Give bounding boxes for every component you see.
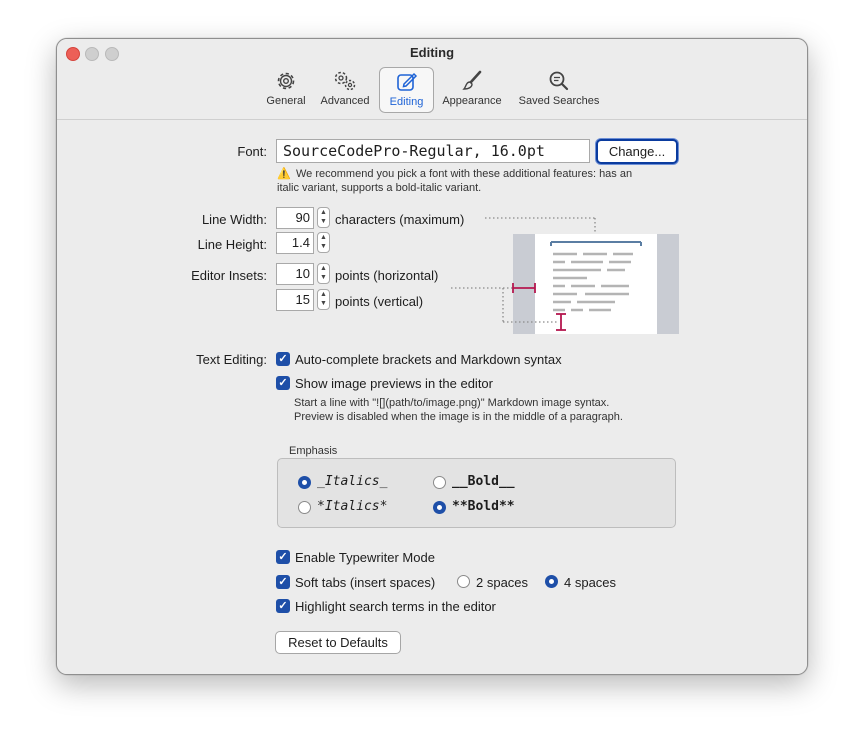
radio-italics-underscore[interactable] bbox=[298, 476, 311, 489]
font-warning-line1: We recommend you pick a font with these additional features: has an bbox=[296, 168, 633, 180]
change-font-button[interactable]: Change... bbox=[596, 139, 678, 164]
toolbar-label: Advanced bbox=[320, 95, 370, 107]
toolbar-saved-searches[interactable] bbox=[512, 67, 606, 111]
inset-horizontal-stepper[interactable]: ▲ ▼ bbox=[317, 263, 330, 284]
toolbar-general[interactable] bbox=[257, 67, 315, 111]
radio-4-spaces[interactable] bbox=[545, 575, 558, 588]
warning-icon: ⚠️ bbox=[277, 168, 291, 180]
image-previews-checkbox[interactable]: ✓ bbox=[276, 376, 290, 390]
window-title: Editing bbox=[409, 45, 455, 60]
radio-label-italics-underscore: _Italics_ bbox=[317, 474, 388, 489]
line-width-label: Line Width: bbox=[201, 212, 267, 227]
emphasis-title: Emphasis bbox=[289, 445, 338, 457]
toolbar-advanced[interactable] bbox=[315, 67, 375, 111]
inset-horizontal-unit: points (horizontal) bbox=[335, 268, 439, 283]
line-width-stepper[interactable]: ▲ ▼ bbox=[317, 207, 330, 228]
paintbrush-icon bbox=[435, 69, 509, 95]
titlebar bbox=[57, 39, 807, 120]
font-field: SourceCodePro-Regular, 16.0pt bbox=[276, 139, 590, 163]
image-hint-line1: Start a line with "![](path/to/image.png)" Markdown image syntax. bbox=[294, 397, 610, 409]
soft-tabs-checkbox[interactable]: ✓ bbox=[276, 575, 290, 589]
font-warning-line2: italic variant, supports a bold-italic variant. bbox=[277, 182, 482, 194]
toolbar-label: Saved Searches bbox=[518, 95, 600, 107]
line-width-field[interactable]: 90 bbox=[276, 207, 314, 229]
radio-2-spaces[interactable] bbox=[457, 575, 470, 588]
radio-label-4-spaces: 4 spaces bbox=[564, 575, 617, 590]
line-height-label: Line Height: bbox=[197, 237, 267, 252]
radio-label-bold-asterisk: **Bold** bbox=[452, 499, 515, 514]
radio-label-2-spaces: 2 spaces bbox=[476, 575, 529, 590]
toolbar-appearance[interactable] bbox=[435, 67, 509, 111]
image-hint-line2: Preview is disabled when the image is in the middle of a paragraph. bbox=[294, 411, 623, 423]
font-label: Font: bbox=[237, 144, 267, 159]
toolbar-editing[interactable] bbox=[379, 67, 434, 113]
toolbar-label: Editing bbox=[389, 96, 424, 108]
typewriter-checkbox[interactable]: ✓ bbox=[276, 550, 290, 564]
image-previews-label: Show image previews in the editor bbox=[295, 376, 493, 391]
line-height-field[interactable]: 1.4 bbox=[276, 232, 314, 254]
edit-icon bbox=[380, 70, 433, 96]
line-height-stepper[interactable]: ▲ ▼ bbox=[317, 232, 330, 253]
typewriter-label: Enable Typewriter Mode bbox=[295, 550, 435, 565]
emphasis-group bbox=[277, 458, 676, 528]
editing-pane bbox=[57, 120, 807, 674]
highlight-label: Highlight search terms in the editor bbox=[295, 599, 496, 614]
radio-italics-asterisk[interactable] bbox=[298, 501, 311, 514]
preferences-window bbox=[56, 38, 808, 675]
text-editing-label: Text Editing: bbox=[196, 352, 267, 367]
inset-vertical-field[interactable]: 15 bbox=[276, 289, 314, 311]
search-icon bbox=[512, 69, 606, 95]
inset-vertical-unit: points (vertical) bbox=[335, 294, 424, 309]
toolbar-label: Appearance bbox=[442, 95, 502, 107]
inset-vertical-stepper[interactable]: ▲ ▼ bbox=[317, 289, 330, 310]
gear-icon bbox=[257, 69, 315, 95]
radio-label-bold-underscore: __Bold__ bbox=[452, 474, 515, 489]
inset-horizontal-field[interactable]: 10 bbox=[276, 263, 314, 285]
autocomplete-label: Auto-complete brackets and Markdown syntax bbox=[295, 352, 562, 367]
reset-defaults-button[interactable]: Reset to Defaults bbox=[275, 631, 401, 654]
autocomplete-checkbox[interactable]: ✓ bbox=[276, 352, 290, 366]
editor-insets-label: Editor Insets: bbox=[191, 268, 267, 283]
layout-diagram bbox=[447, 210, 687, 340]
toolbar-label: General bbox=[266, 95, 306, 107]
radio-bold-asterisk[interactable] bbox=[433, 501, 446, 514]
gears-icon bbox=[315, 69, 375, 95]
soft-tabs-label: Soft tabs (insert spaces) bbox=[295, 575, 436, 590]
radio-label-italics-asterisk: *Italics* bbox=[317, 499, 388, 514]
highlight-checkbox[interactable]: ✓ bbox=[276, 599, 290, 613]
line-width-unit: characters (maximum) bbox=[335, 212, 465, 227]
radio-bold-underscore[interactable] bbox=[433, 476, 446, 489]
